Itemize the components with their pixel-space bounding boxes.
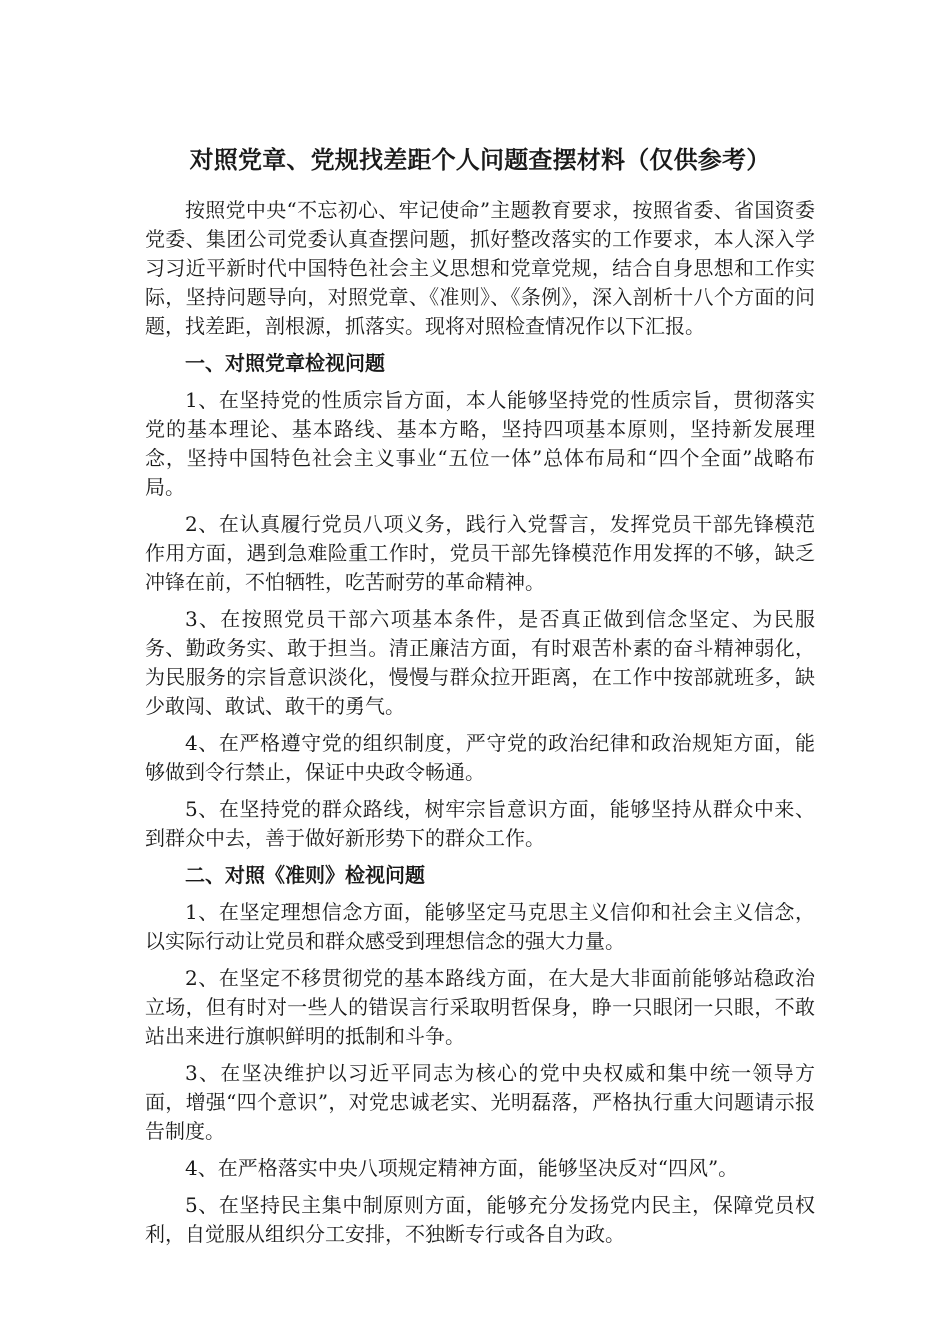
list-item: 1、在坚定理想信念方面，能够坚定马克思主义信仰和社会主义信念，以实际行动让党员和群众感受到理想信念的强大力量。 [145, 900, 815, 953]
section-guidelines [145, 861, 815, 1249]
list-item: 5、在坚持党的群众路线，树牢宗旨意识方面，能够坚持从群众中来、到群众中去，善于做好新形势下的群众工作。 [145, 797, 815, 850]
list-item: 2、在坚定不移贯彻党的基本路线方面，在大是大非面前能够站稳政治立场，但有时对一些人的错误言行采取明哲保身，睁一只眼闭一只眼，不敢站出来进行旗帜鲜明的抵制和斗争。 [145, 966, 815, 1048]
intro-paragraph: 按照党中央“不忘初心、牢记使命”主题教育要求，按照省委、省国资委党委、集团公司党委认真查摆问题，抓好整改落实的工作要求，本人深入学习习近平新时代中国特色社会主义思想和党章党规，结合自身思想和工作实际，坚持问题导向，对照党章、《准则》、《条例》，深入剖析十八个方面的问题，找差距，剖根源，抓落实。现将对照检查情况作以下汇报。 [145, 198, 815, 338]
document-page [145, 138, 815, 1257]
list-item: 1、在坚持党的性质宗旨方面，本人能够坚持党的性质宗旨，贯彻落实党的基本理论、基本路线、基本方略，坚持四项基本原则，坚持新发展理念，坚持中国特色社会主义事业“五位一体”总体布局和“四个全面”战略布局。 [145, 388, 815, 499]
list-item: 4、在严格落实中央八项规定精神方面，能够坚决反对“四风”。 [185, 1156, 739, 1180]
list-item: 2、在认真履行党员八项义务，践行入党誓言，发挥党员干部先锋模范作用方面，遇到急难险重工作时，党员干部先锋模范作用发挥的不够，缺乏冲锋在前，不怕牺牲，吃苦耐劳的革命精神。 [145, 512, 815, 594]
list-item: 5、在坚持民主集中制原则方面，能够充分发扬党内民主，保障党员权利，自觉服从组织分工安排，不独断专行或各自为政。 [145, 1193, 815, 1246]
section-heading: 二、对照《准则》检视问题 [185, 863, 425, 887]
list-item: 3、在按照党员干部六项基本条件，是否真正做到信念坚定、为民服务、勤政务实、敢于担当。清正廉洁方面，有时艰苦朴素的奋斗精神弱化，为民服务的宗旨意识淡化，慢慢与群众拉开距离，在工作中按部就班多，缺少敢闯、敢试、敢干的勇气。 [145, 607, 815, 718]
document-title: 对照党章、党规找差距个人问题查摆材料（仅供参考） [189, 145, 771, 174]
list-item: 3、在坚决维护以习近平同志为核心的党中央权威和集中统一领导方面，增强“四个意识”，对党忠诚老实、光明磊落，严格执行重大问题请示报告制度。 [145, 1061, 815, 1143]
list-item: 4、在严格遵守党的组织制度，严守党的政治纪律和政治规矩方面，能够做到令行禁止，保证中央政令畅通。 [145, 731, 815, 784]
section-party-constitution [145, 349, 815, 853]
section-heading: 一、对照党章检视问题 [185, 351, 385, 375]
